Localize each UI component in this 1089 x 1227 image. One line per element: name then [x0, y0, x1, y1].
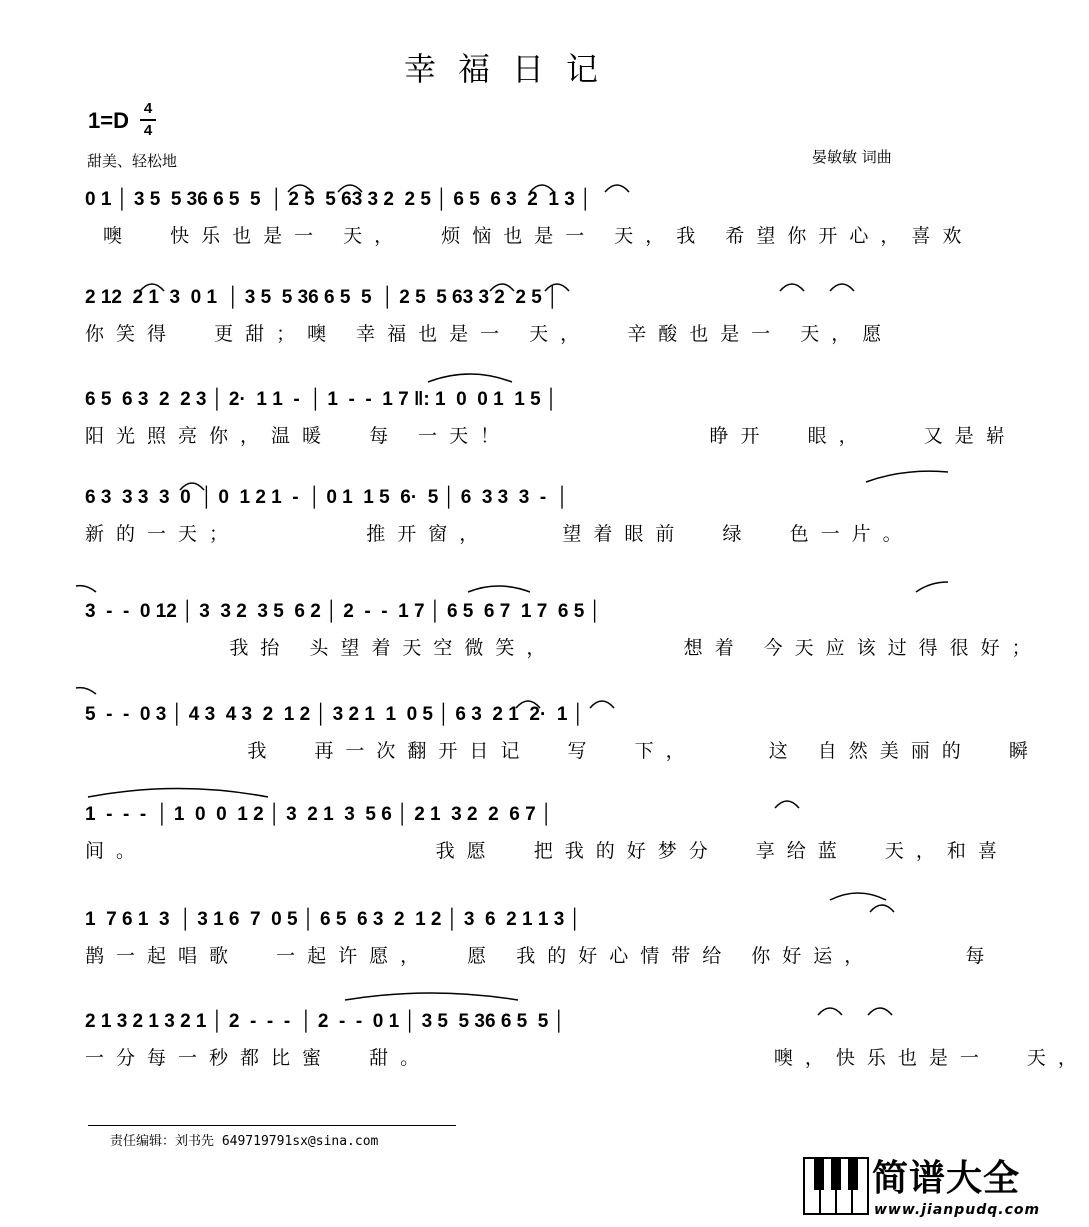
slur: [818, 1008, 842, 1015]
slur: [288, 185, 312, 192]
slur: [530, 185, 554, 192]
lyrics-row-8: 鹊一起唱歌 一起许愿， 愿 我的好心情带给 你好运， 每: [85, 945, 997, 967]
slur: [338, 185, 362, 192]
notation-row-8: 1 7 6 1 3 │ 3 1 6 7 0 5 │ 6 5 6 3 2 1 2 │ 3 6 2 1 1 3 │: [85, 909, 582, 930]
tie: [428, 374, 512, 382]
piano-keys-icon: [804, 1158, 868, 1214]
slur: [868, 1008, 892, 1015]
notation-row-2: 2 12 2 1 3 0 1 │ 3 5 5 36 6 5 5 │ 2 5 5 63 3 2 2 5 │: [85, 287, 559, 308]
logo-url: www.jianpudq.com: [874, 1202, 1041, 1218]
notation-row-7: 1 - - - │ 1 0 0 1 2 │ 3 2 1 3 5 6 │ 2 1 3 2 2 6 7 │: [85, 804, 553, 825]
lyrics-row-1: 噢 快乐也是一 天， 烦恼也是一 天，我 希望你开心，喜欢: [85, 225, 974, 247]
footer-divider: [88, 1125, 456, 1126]
tempo-marking: 甜美、轻松地: [87, 152, 178, 170]
tie: [76, 688, 96, 694]
slur: [545, 284, 569, 291]
slur: [780, 284, 804, 291]
tie: [916, 582, 948, 592]
notation-row-6: 5 - - 0 3 │ 4 3 4 3 2 1 2 │ 3 2 1 1 0 5 │ 6 3 2 1 2· 1 │: [85, 704, 585, 725]
site-logo: [804, 1158, 1041, 1227]
lyrics-row-2: 你笑得 更甜；噢 幸福也是一 天， 辛酸也是一 天，愿: [85, 323, 894, 345]
slur: [490, 284, 514, 291]
time-signature-top: 4: [143, 100, 153, 117]
lyrics-row-5: 我抬 头望着天空微笑， 想着 今天应该过得很好；: [85, 637, 1043, 659]
page-title: 幸福日记: [403, 50, 620, 88]
slur: [590, 701, 614, 708]
tie: [345, 993, 518, 1000]
lyrics-row-7: 间。 我愿 把我的好梦分 享给蓝 天，和喜: [85, 840, 1009, 862]
tie: [468, 586, 530, 592]
slur: [775, 801, 799, 808]
tie: [866, 471, 948, 482]
lyrics-row-6: 我 再一次翻开日记 写 下， 这 自然美丽的 瞬: [85, 740, 1040, 762]
logo-text: 简谱大全: [872, 1158, 1021, 1199]
notation-row-3: 6 5 6 3 2 2 3 │ 2· 1 1 - │ 1 - - 1 7 ‖: 1 0 0 1 1 5 │: [85, 389, 558, 410]
notation-row-1: 0 1 │ 3 5 5 36 6 5 5 │ 2 5 5 63 3 2 2 5 │ 6 5 6 3 2 1 3 │: [85, 189, 592, 210]
composer-credit: 晏敏敏 词曲: [812, 148, 892, 166]
slur: [516, 701, 540, 708]
notation-row-4: 6 3 3 3 3 0 │ 0 1 2 1 - │ 0 1 1 5 6· 5 │ 6 3 3 3 - │: [85, 487, 569, 508]
lyrics-row-9: 一分每一秒都比蜜 甜。 噢，快乐也是一 天，: [85, 1047, 1089, 1069]
key-signature: 1=D: [88, 108, 129, 133]
lyrics-row-3: 阳光照亮你，温暖 每 一天！ 睁开 眼， 又是崭: [85, 425, 1017, 447]
slur: [830, 284, 854, 291]
slur: [140, 284, 164, 291]
editor-credit: 责任编辑：刘书先 649719791sx@sina.com: [110, 1134, 379, 1149]
slur: [830, 893, 886, 900]
notation-row-5: 3 - - 0 12 │ 3 3 2 3 5 6 2 │ 2 - - 1 7 │ 6 5 6 7 1 7 6 5 │: [85, 601, 602, 622]
slur: [180, 483, 204, 490]
slur: [605, 185, 629, 192]
lyrics-row-4: 新的一天； 推开窗， 望着眼前 绿 色一片。: [85, 523, 914, 545]
tie: [88, 789, 268, 798]
slur: [870, 905, 894, 912]
notation-row-9: 2 1 3 2 1 3 2 1 │ 2 - - - │ 2 - - 0 1 │ 3 5 5 36 6 5 5 │: [85, 1011, 566, 1032]
tie: [76, 586, 96, 592]
time-signature-bottom: 4: [143, 122, 153, 139]
